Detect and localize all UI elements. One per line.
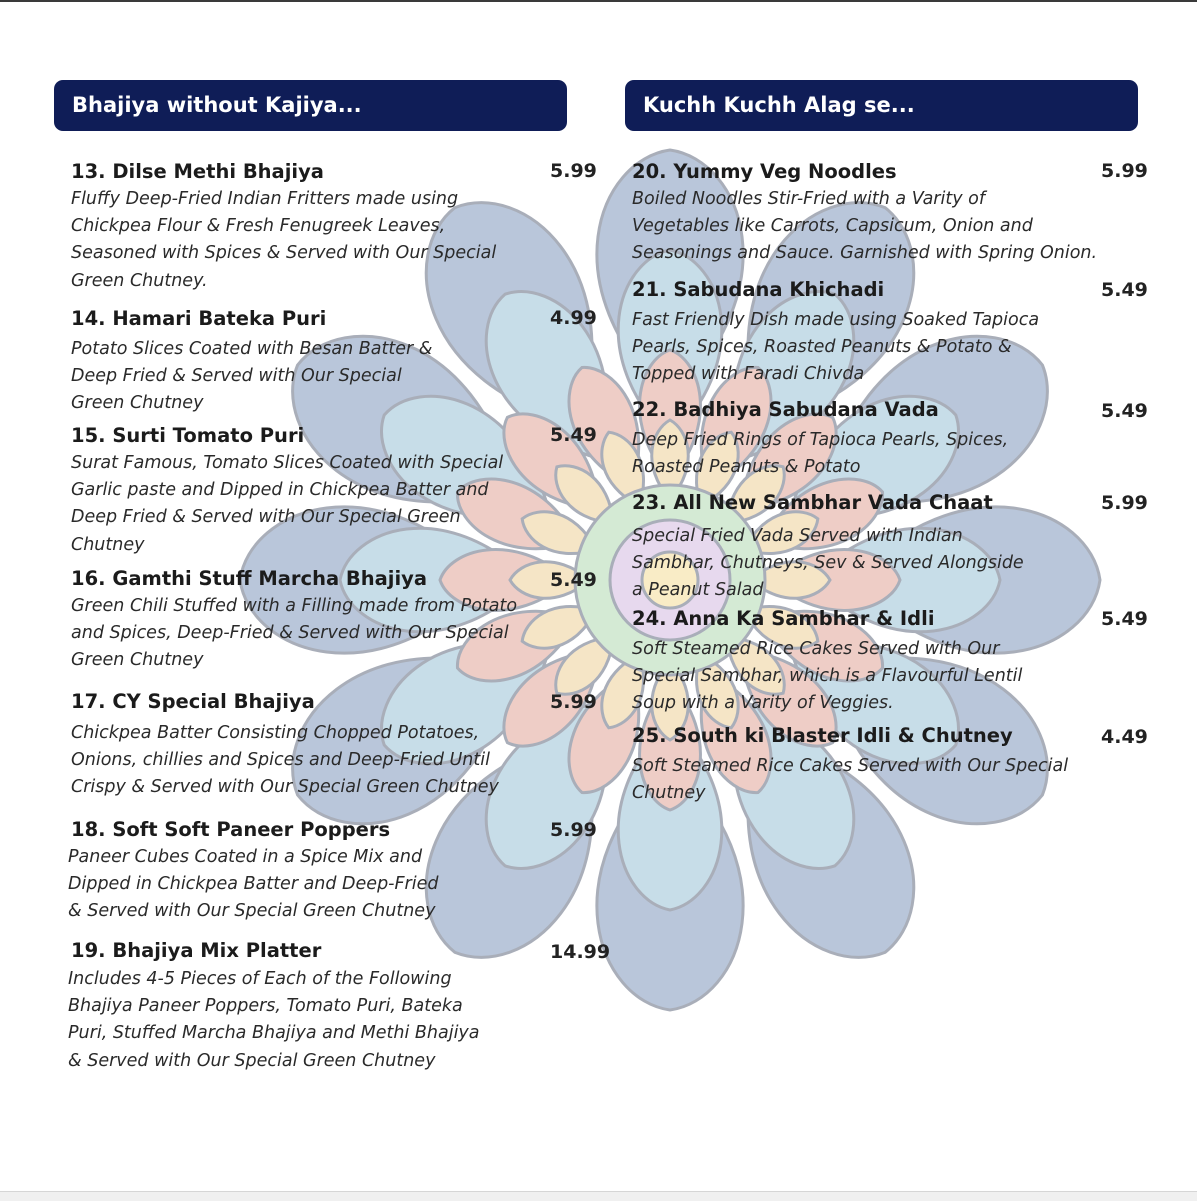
item-price: 5.99 — [550, 819, 597, 841]
item-price: 5.49 — [550, 424, 597, 446]
item-price: 5.99 — [1101, 160, 1148, 182]
item-desc: Fast Friendly Dish made using Soaked Tapioca Pearls, Spices, Roasted Peanuts & Potato & Topped with Faradi Chivda — [632, 310, 1040, 385]
item-price: 4.99 — [550, 307, 597, 329]
item-price: 5.99 — [550, 160, 597, 182]
item-name: 22. Badhiya Sabudana Vada — [632, 398, 939, 421]
item-price: 5.49 — [550, 569, 597, 591]
section-header-kuchh-kuchh-alag: Kuchh Kuchh Alag se... — [625, 80, 1138, 131]
item-desc: Includes 4-5 Pieces of Each of the Following Bhajiya Paneer Poppers, Tomato Puri, Bateka Puri, Stuffed Marcha Bhajiya and Methi Bhajiya & Served with Our Special Green Chutney — [68, 969, 480, 1071]
item-name: 23. All New Sambhar Vada Chaat — [632, 491, 993, 514]
item-price: 4.49 — [1101, 726, 1148, 748]
item-desc: Paneer Cubes Coated in a Spice Mix and Dipped in Chickpea Batter and Deep-Fried & Served with Our Special Green Chutney — [68, 847, 439, 922]
item-name: 24. Anna Ka Sambhar & Idli — [632, 607, 935, 630]
item-desc: Fluffy Deep-Fried Indian Fritters made using Chickpea Flour & Fresh Fenugreek Leaves, Seasoned with Spices & Served with Our Special Green Chutney. — [71, 189, 497, 291]
item-price: 5.99 — [550, 691, 597, 713]
item-desc: Deep Fried Rings of Tapioca Pearls, Spices, Roasted Peanuts & Potato — [632, 430, 1009, 478]
item-name: 15. Surti Tomato Puri — [71, 424, 305, 447]
item-desc: Potato Slices Coated with Besan Batter & Deep Fried & Served with Our Special Green Chutney — [71, 339, 433, 414]
item-desc: Soft Steamed Rice Cakes Served with Our Special Sambhar, which is a Flavourful Lentil Soup with a Varity of Veggies. — [632, 639, 1023, 714]
item-name: 17. CY Special Bhajiya — [71, 690, 315, 713]
item-price: 5.99 — [1101, 492, 1148, 514]
item-desc: Boiled Noodles Stir-Fried with a Varity of Vegetables like Carrots, Capsicum, Onion and Seasonings and Sauce. Garnished with Spring Onion. — [632, 189, 1098, 264]
item-desc: Surat Famous, Tomato Slices Coated with Special Garlic paste and Dipped in Chickpea Batter and Deep Fried & Served with Our Special Green Chutney — [71, 453, 504, 555]
item-name: 21. Sabudana Khichadi — [632, 278, 885, 301]
section-header-bhajiya: Bhajiya without Kajiya... — [54, 80, 567, 131]
item-name: 13. Dilse Methi Bhajiya — [71, 160, 324, 183]
item-price: 5.49 — [1101, 279, 1148, 301]
item-desc: Chickpea Batter Consisting Chopped Potatoes, Onions, chillies and Spices and Deep-Fried Until Crispy & Served with Our Special Green Chutney — [71, 723, 499, 798]
item-desc: Soft Steamed Rice Cakes Served with Our Special Chutney — [632, 756, 1069, 804]
top-rule — [0, 0, 1197, 2]
item-name: 18. Soft Soft Paneer Poppers — [71, 818, 391, 841]
item-price: 5.49 — [1101, 400, 1148, 422]
item-name: 20. Yummy Veg Noodles — [632, 160, 897, 183]
item-name: 19. Bhajiya Mix Platter — [71, 939, 322, 962]
item-desc: Green Chili Stuffed with a Filling made from Potato and Spices, Deep-Fried & Served with Our Special Green Chutney — [71, 596, 518, 671]
item-desc: Special Fried Vada Served with Indian Sambhar, Chutneys, Sev & Served Alongside a Peanut Salad — [632, 526, 1024, 601]
item-name: 25. South ki Blaster Idli & Chutney — [632, 724, 1013, 747]
item-name: 16. Gamthi Stuff Marcha Bhajiya — [71, 567, 428, 590]
item-name: 14. Hamari Bateka Puri — [71, 307, 327, 330]
item-price: 5.49 — [1101, 608, 1148, 630]
item-price: 14.99 — [550, 941, 611, 963]
